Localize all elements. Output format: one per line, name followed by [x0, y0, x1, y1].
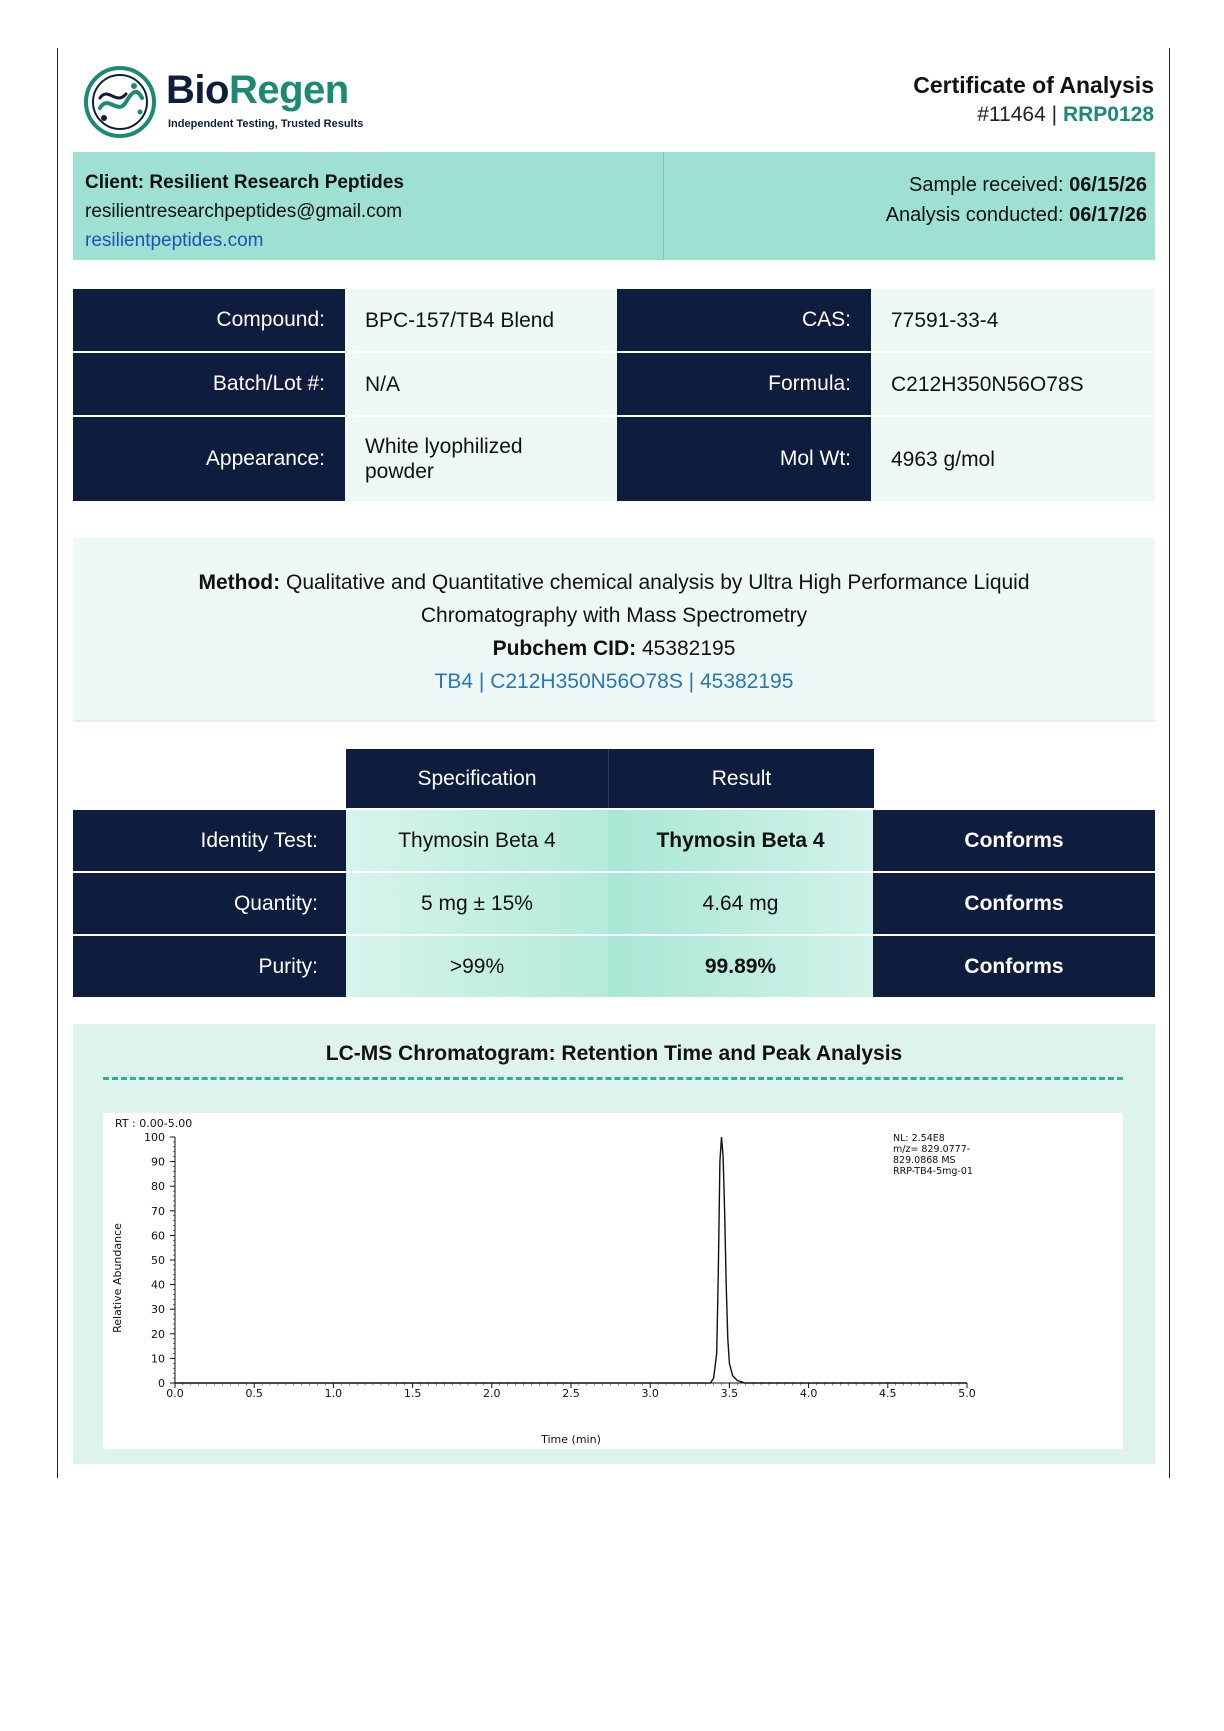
y-tick-label: 30 — [151, 1303, 165, 1317]
formula-label: Formula: — [617, 353, 871, 415]
x-axis-label: Time (min) — [541, 1433, 601, 1446]
certificate-separator: | — [1051, 103, 1058, 126]
annotation-line: NL: 2.54E8 — [893, 1133, 945, 1144]
brand-tagline: Independent Testing, Trusted Results — [168, 118, 364, 130]
batch-value: N/A — [345, 353, 617, 415]
x-tick-label: 0.0 — [166, 1387, 184, 1400]
analysis-line — [886, 200, 1147, 230]
row-label: Quantity: — [73, 873, 346, 934]
results-row-purity — [73, 934, 1155, 997]
y-axis-label: Relative Abundance — [111, 1223, 124, 1333]
y-tick-label: 80 — [151, 1180, 165, 1194]
x-tick-label: 1.0 — [324, 1387, 343, 1400]
x-tick-label: 3.5 — [720, 1387, 739, 1400]
formula-value: C212H350N56O78S — [871, 353, 1155, 415]
rt-range-label: RT : 0.00-5.00 — [115, 1117, 193, 1130]
x-tick-label: 4.0 — [799, 1387, 818, 1400]
pubchem-value: 45382195 — [641, 637, 736, 660]
x-tick-label: 2.0 — [483, 1387, 501, 1400]
sample-received-date: 06/15/26 — [1069, 174, 1147, 196]
x-tick-label: 4.5 — [879, 1387, 897, 1400]
client-divider — [663, 152, 664, 260]
x-tick-label: 0.5 — [245, 1387, 263, 1400]
results-row-quantity — [73, 871, 1155, 934]
row-result: Thymosin Beta 4 — [608, 810, 873, 871]
client-band — [73, 152, 1155, 260]
row-status: Conforms — [873, 810, 1155, 871]
info-row-batch — [73, 353, 1155, 417]
row-spec: Thymosin Beta 4 — [346, 810, 608, 871]
row-status: Conforms — [873, 873, 1155, 934]
cas-label: CAS: — [617, 289, 871, 351]
y-tick-label: 10 — [151, 1352, 165, 1366]
appearance-label: Appearance: — [73, 417, 345, 501]
method-divider — [73, 720, 1155, 722]
sample-dates — [886, 170, 1147, 230]
x-tick-label: 3.0 — [641, 1387, 659, 1400]
analysis-label: Analysis conducted: — [885, 204, 1064, 226]
chromatogram-section — [73, 1024, 1155, 1464]
y-tick-label: 50 — [151, 1254, 165, 1267]
analysis-date: 06/17/26 — [1069, 204, 1147, 226]
results-header-blank — [73, 749, 346, 808]
row-spec: >99% — [346, 936, 608, 997]
brand-logo — [82, 62, 382, 142]
y-tick-label: 20 — [151, 1327, 165, 1341]
page-border-left — [57, 48, 58, 1478]
chromatogram-dashed-divider — [103, 1077, 1123, 1080]
method-text-2: Chromatography with Mass Spectrometry — [420, 604, 808, 627]
client-name: Client: Resilient Research Peptides — [85, 172, 404, 193]
compound-label: Compound: — [73, 289, 345, 351]
pubchem-label: Pubchem CID: — [492, 637, 637, 660]
appearance-value: White lyophilized powder — [345, 417, 617, 501]
chromatogram-trace — [175, 1137, 967, 1383]
certificate-header — [913, 72, 1154, 127]
x-tick-label: 2.5 — [562, 1387, 580, 1400]
brand-name-regen: Regen — [228, 68, 349, 112]
certificate-title: Certificate of Analysis — [913, 72, 1154, 98]
compound-value: BPC-157/TB4 Blend — [345, 289, 617, 351]
client-info — [85, 168, 404, 255]
row-result: 4.64 mg — [608, 873, 873, 934]
results-header-row — [73, 749, 1155, 808]
y-tick-label: 0 — [158, 1377, 165, 1390]
annotation-line: m/z= 829.0777- — [893, 1144, 971, 1155]
info-row-compound — [73, 289, 1155, 353]
pubchem-line — [73, 632, 1155, 665]
spec-header: Specification — [346, 749, 609, 808]
y-tick-label: 90 — [151, 1155, 165, 1169]
molwt-value: 4963 g/mol — [871, 417, 1155, 501]
result-header: Result — [609, 749, 874, 808]
row-label: Identity Test: — [73, 810, 346, 871]
certificate-number: #11464 — [977, 103, 1046, 126]
page-border-right — [1169, 48, 1170, 1478]
method-label: Method: — [198, 571, 281, 594]
results-row-identity — [73, 808, 1155, 871]
brand-name-bio: Bio — [166, 68, 229, 112]
chromatogram-chart — [103, 1113, 1123, 1449]
x-tick-label: 5.0 — [958, 1387, 976, 1400]
sample-received-label: Sample received: — [909, 174, 1064, 196]
client-website-link[interactable]: resilientpeptides.com — [85, 230, 264, 251]
y-tick-label: 70 — [151, 1204, 165, 1218]
method-text-1: Qualitative and Quantitative chemical analysis by Ultra High Performance Liquid — [285, 571, 1030, 594]
sample-received-line — [886, 170, 1147, 200]
pubchem-link[interactable]: TB4 | C212H350N56O78S | 45382195 — [434, 670, 794, 693]
brand-name — [166, 68, 349, 113]
method-section — [73, 538, 1155, 720]
annotation-line: 829.0868 MS — [893, 1155, 956, 1166]
certificate-number-line — [913, 103, 1154, 127]
y-tick-label: 60 — [151, 1229, 165, 1243]
row-label: Purity: — [73, 936, 346, 997]
annotation-line: RRP-TB4-5mg-01 — [893, 1166, 973, 1177]
nl-annotation — [893, 1133, 973, 1177]
chromatogram-title: LC-MS Chromatogram: Retention Time and Peak Analysis — [325, 1042, 903, 1065]
method-line-1 — [73, 566, 1155, 599]
compound-info-table — [73, 289, 1155, 503]
row-status: Conforms — [873, 936, 1155, 997]
molwt-label: Mol Wt: — [617, 417, 871, 501]
chart-axes — [144, 1131, 976, 1400]
y-tick-label: 100 — [144, 1131, 165, 1144]
info-row-appearance — [73, 417, 1155, 503]
results-table — [73, 749, 1155, 997]
x-tick-label: 1.5 — [403, 1387, 422, 1400]
batch-label: Batch/Lot #: — [73, 353, 345, 415]
chromatogram-plot-area — [103, 1113, 1123, 1449]
client-email[interactable]: resilientresearchpeptides@gmail.com — [85, 201, 403, 222]
row-spec: 5 mg ± 15% — [346, 873, 608, 934]
biorgen-logo-icon — [82, 64, 158, 140]
y-tick-label: 40 — [151, 1278, 165, 1292]
row-result: 99.89% — [608, 936, 873, 997]
cas-value: 77591-33-4 — [871, 289, 1155, 351]
lot-code: RRP0128 — [1062, 103, 1154, 126]
